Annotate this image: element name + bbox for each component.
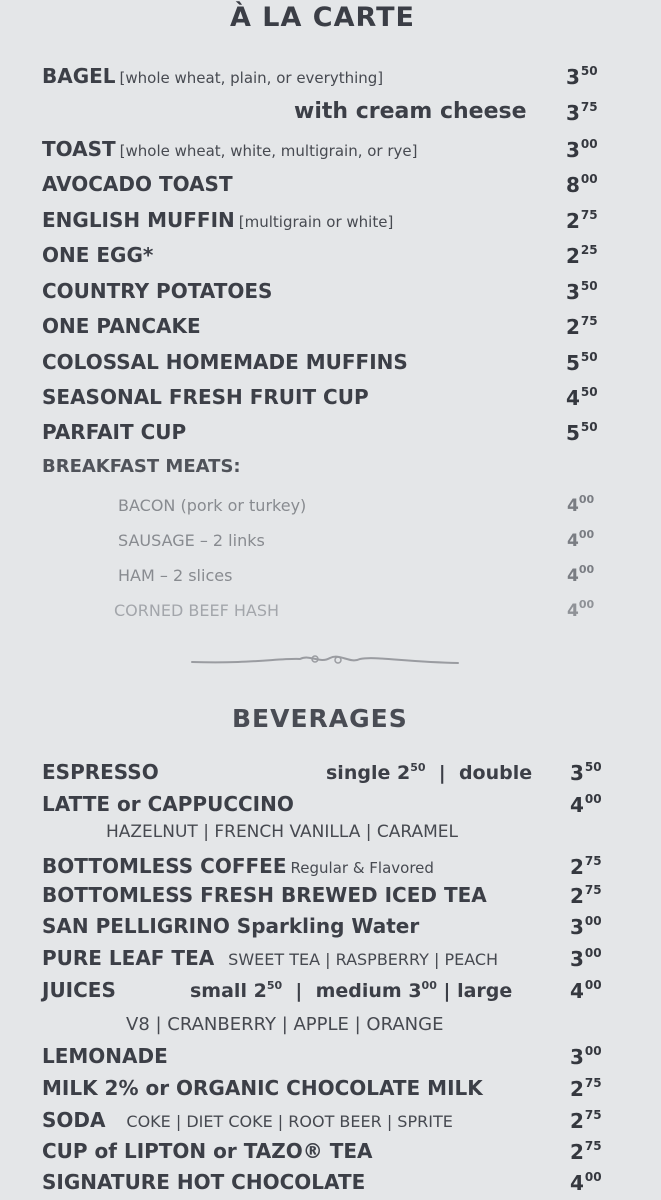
soda-price: $2^{75}$ <box>570 1108 602 1133</box>
pure-leaf-tea-flavors: SWEET TEA | RASPBERRY | PEACH <box>228 950 499 969</box>
lipton-tazo-tea-price: $2^{75}$ <box>570 1139 602 1164</box>
espresso-price: $3^{50}$ <box>570 760 602 785</box>
pellegrino-item: SAN PELLIGRINO Sparkling Water <box>42 914 420 938</box>
latte-item: LATTE or CAPPUCCINO <box>42 792 294 816</box>
iced-tea-price: $2^{75}$ <box>570 883 602 908</box>
bottomless-coffee-price: $2^{75}$ <box>570 854 602 879</box>
country-potatoes-item: COUNTRY POTATOES <box>42 279 273 303</box>
pure-leaf-tea-price: $3^{00}$ <box>570 946 602 971</box>
ham-price: $4^{00}$ <box>567 563 595 586</box>
lemonade-price: $3^{00}$ <box>570 1044 602 1069</box>
lipton-tazo-tea-item: CUP of LIPTON or TAZO® TEA <box>42 1139 373 1163</box>
soda-flavors: COKE | DIET COKE | ROOT BEER | SPRITE <box>126 1112 453 1131</box>
breakfast-meats-heading: BREAKFAST MEATS: <box>42 456 241 477</box>
milk-price: $2^{75}$ <box>570 1076 602 1101</box>
english-muffin-item: ENGLISH MUFFIN [multigrain or white] <box>42 208 394 232</box>
iced-tea-item: BOTTOMLESS FRESH BREWED ICED TEA <box>42 883 487 907</box>
country-potatoes-price: $3^{50}$ <box>566 279 598 304</box>
milk-item: MILK 2% or ORGANIC CHOCOLATE MILK <box>42 1076 483 1100</box>
colossal-muffins-item: COLOSSAL HOMEMADE MUFFINS <box>42 350 408 374</box>
pellegrino-price: $3^{00}$ <box>570 914 602 939</box>
juices-item: JUICES <box>42 978 116 1002</box>
toast-note: [whole wheat, white, multigrain, or rye] <box>119 142 418 160</box>
juices-price: $4^{00}$ <box>570 978 602 1003</box>
latte-flavors: HAZELNUT | FRENCH VANILLA | CARAMEL <box>106 822 458 842</box>
ornamental-flourish-divider-icon <box>190 650 460 672</box>
one-pancake-price: $2^{75}$ <box>566 314 598 339</box>
juice-flavors: V8 | CRANBERRY | APPLE | ORANGE <box>126 1014 444 1035</box>
espresso-item: ESPRESSO <box>42 760 159 784</box>
beverages-title: BEVERAGES <box>232 704 408 733</box>
one-egg-price: $2^{25}$ <box>566 243 598 268</box>
avocado-toast-price: $8^{00}$ <box>566 172 598 197</box>
bacon-price: $4^{00}$ <box>567 493 595 516</box>
bagel-note: [whole wheat, plain, or everything] <box>119 69 384 87</box>
avocado-toast-item: AVOCADO TOAST <box>42 172 233 196</box>
hot-chocolate-item: SIGNATURE HOT CHOCOLATE <box>42 1170 366 1194</box>
alacarte-title: À LA CARTE <box>230 2 415 33</box>
corned-beef-hash-item: CORNED BEEF HASH <box>114 601 280 620</box>
english-muffin-note: [multigrain or white] <box>238 213 394 231</box>
fruit-cup-item: SEASONAL FRESH FRUIT CUP <box>42 385 369 409</box>
parfait-cup-price: $5^{50}$ <box>566 420 598 445</box>
bagel-name: BAGEL <box>42 64 116 88</box>
bacon-item: BACON (pork or turkey) <box>118 496 307 515</box>
corned-beef-hash-price: $4^{00}$ <box>567 598 595 621</box>
one-pancake-item: ONE PANCAKE <box>42 314 201 338</box>
bottomless-coffee-item: BOTTOMLESS COFFEE Regular & Flavored <box>42 854 434 878</box>
fruit-cup-price: $4^{50}$ <box>566 385 598 410</box>
english-muffin-price: $2^{75}$ <box>566 208 598 233</box>
toast-item: TOAST [whole wheat, white, multigrain, or rye] <box>42 137 418 161</box>
espresso-sizes: single $2^{50}$ | double <box>326 761 533 784</box>
ham-item: HAM – 2 slices <box>118 566 233 585</box>
lemonade-item: LEMONADE <box>42 1044 168 1068</box>
bottomless-coffee-note: Regular & Flavored <box>290 859 434 877</box>
soda-item: SODA COKE | DIET COKE | ROOT BEER | SPRITE <box>42 1108 453 1132</box>
bagel-item <box>42 64 383 88</box>
parfait-cup-item: PARFAIT CUP <box>42 420 187 444</box>
latte-price: $4^{00}$ <box>570 792 602 817</box>
cream-cheese-price: $3^{75}$ <box>566 100 598 125</box>
hot-chocolate-price: $4^{00}$ <box>570 1170 602 1195</box>
toast-price: $3^{00}$ <box>566 137 598 162</box>
bagel-price: $3^{50}$ <box>566 64 598 89</box>
cream-cheese-item: with cream cheese <box>294 99 527 124</box>
sausage-item: SAUSAGE – 2 links <box>118 531 265 550</box>
colossal-muffins-price: $5^{50}$ <box>566 350 598 375</box>
juice-sizes: small $2^{50}$ | medium $3^{00}$ | large <box>190 979 513 1002</box>
sausage-price: $4^{00}$ <box>567 528 595 551</box>
pure-leaf-tea-item: PURE LEAF TEA SWEET TEA | RASPBERRY | PEACH <box>42 946 499 970</box>
one-egg-item: ONE EGG* <box>42 243 154 267</box>
